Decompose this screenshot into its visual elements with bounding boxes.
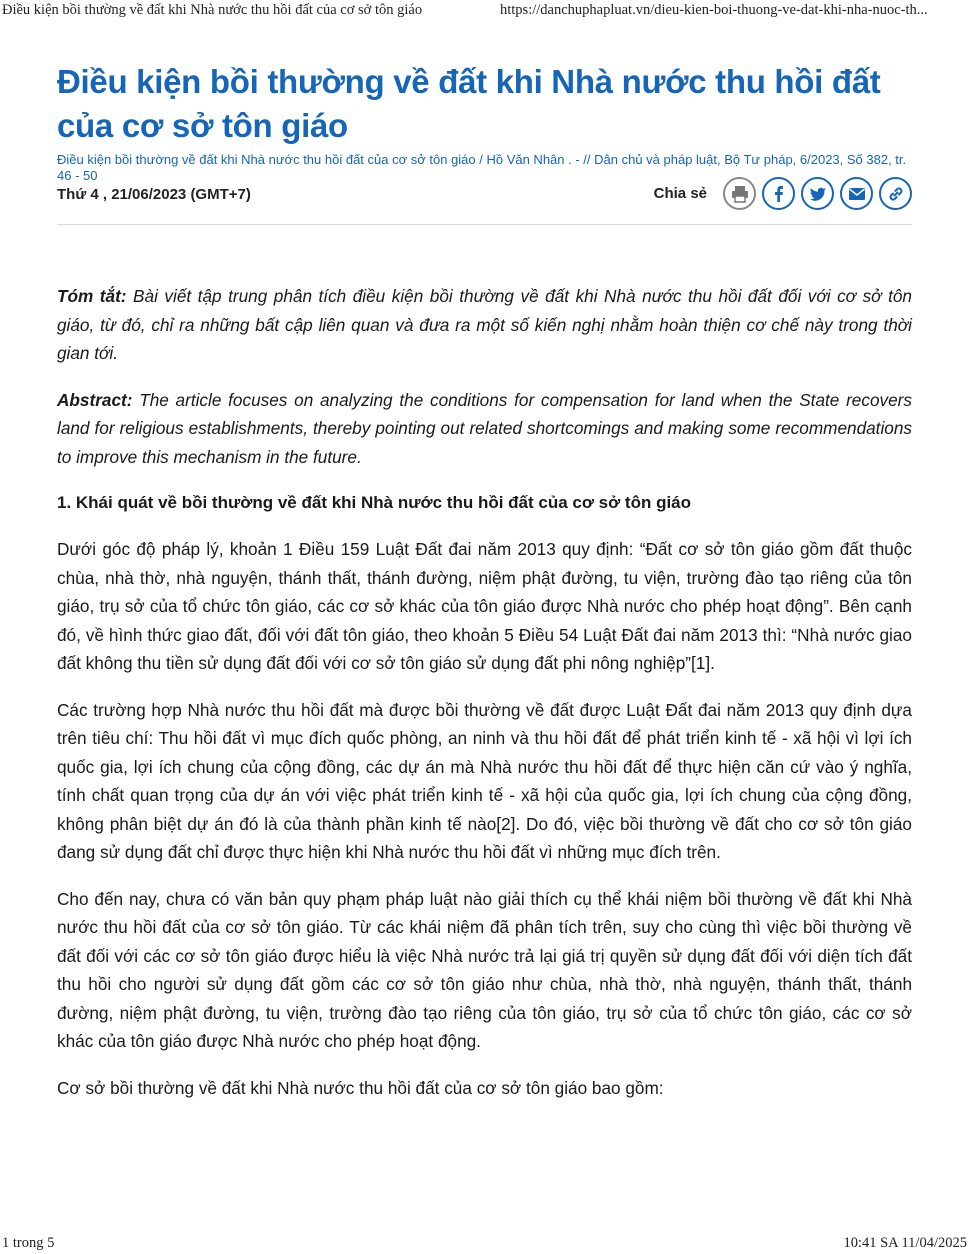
link-icon <box>886 184 906 204</box>
body-paragraph: Dưới góc độ pháp lý, khoản 1 Điều 159 Luật Đất đai năm 2013 quy định: “Đất cơ sở tôn giáo gồm đất thuộc chùa, nhà thờ, nhà nguyện, thánh thất, thánh đường, niệm phật đường, tu viện, trường đào tạo riêng của tôn giáo, trụ sở của tổ chức tôn giáo, các cơ sở khác của tôn giáo được Nhà nước cho phép hoạt động”. Bên cạnh đó, về hình thức giao đất, đối với đất tôn giáo, theo khoản 5 Điều 54 Luật Đất đai năm 2013 thì: “Nhà nước giao đất không thu tiền sử dụng đất đối với cơ sở tôn giáo sử dụng đất phi nông nghiệp”[1]. <box>57 539 912 673</box>
print-timestamp: 10:41 SA 11/04/2025 <box>843 1235 967 1251</box>
abstract-paragraph <box>57 386 912 472</box>
twitter-share-button[interactable] <box>801 177 834 210</box>
print-footer <box>0 1234 969 1254</box>
facebook-share-button[interactable] <box>762 177 795 210</box>
summary-text: Bài viết tập trung phân tích điều kiện bồi thường về đất khi Nhà nước thu hồi đất đối với cơ sở tôn giáo, từ đó, chỉ ra những bất cập liên quan và đưa ra một số kiến nghị nhằm hoàn thiện cơ chế này trong thời gian tới. <box>57 286 912 363</box>
print-header-url: https://danchuphapluat.vn/dieu-kien-boi-thuong-ve-dat-khi-nha-nuoc-th... <box>500 2 928 18</box>
share-label: Chia sẻ <box>653 185 707 202</box>
body-paragraph: Cơ sở bồi thường về đất khi Nhà nước thu hồi đất của cơ sở tôn giáo bao gồm: <box>57 1077 664 1098</box>
abstract-text: The article focuses on analyzing the conditions for compensation for land when the State recovers land for religious establishments, thereby pointing out related shortcomings and making some recommendations to improve this mechanism in the future. <box>57 389 912 467</box>
page-indicator: 1 trong 5 <box>2 1235 55 1251</box>
summary-paragraph <box>57 282 912 368</box>
print-button[interactable] <box>723 177 756 210</box>
publish-date: Thứ 4 , 21/06/2023 (GMT+7) <box>57 186 251 203</box>
twitter-icon <box>808 184 828 204</box>
print-header-title: Điều kiện bồi thường về đất khi Nhà nước thu hồi đất của cơ sở tôn giáo <box>2 2 423 18</box>
print-icon <box>730 184 750 204</box>
email-icon <box>847 184 867 204</box>
article-header <box>57 60 912 225</box>
print-header <box>0 0 969 22</box>
summary-label: Tóm tắt: <box>57 286 127 306</box>
page-title: Điều kiện bồi thường về đất khi Nhà nước thu hồi đất của cơ sở tôn giáo <box>57 63 881 144</box>
body-paragraph: Các trường hợp Nhà nước thu hồi đất mà được bồi thường về đất được Luật Đất đai năm 2013 quy định dựa trên tiêu chí: Thu hồi đất vì mục đích quốc phòng, an ninh và thu hồi đất để phát triển kinh tế - xã hội vì lợi ích quốc gia, lợi ích chung của cộng đồng, các dự án mà Nhà nước thu hồi đất để thực hiện căn cứ vào ý nghĩa, tính chất quan trọng của dự án với việc phát triển kinh tế - xã hội của quốc gia, lợi ích chung của cộng đồng, không phân biệt dự án đó là của thành phần kinh tế nào[2]. Do đó, việc bồi thường về đất cho cơ sở tôn giáo đang sử dụng đất chỉ được thực hiện khi Nhà nước thu hồi đất vì những mục đích trên. <box>57 699 912 862</box>
share-bar <box>654 177 912 210</box>
article-body <box>57 282 912 1120</box>
abstract-label: Abstract: <box>57 389 133 410</box>
meta-row <box>57 184 912 225</box>
copy-link-button[interactable] <box>879 177 912 210</box>
section-heading: 1. Khái quát về bồi thường về đất khi Nhà nước thu hồi đất của cơ sở tôn giáo <box>57 493 692 512</box>
citation-link[interactable]: Điều kiện bồi thường về đất khi Nhà nước thu hồi đất của cơ sở tôn giáo / Hồ Văn Nhân . - // Dân chủ và pháp luật, Bộ Tư pháp, 6/2023, Số 382, tr. 46 - 50 <box>57 152 907 183</box>
body-paragraph: Cho đến nay, chưa có văn bản quy phạm pháp luật nào giải thích cụ thể khái niệm bồi thường về đất khi Nhà nước thu hồi đất của cơ sở tôn giáo. Từ các khái niệm đã phân tích trên, suy cho cùng thì việc bồi thường về đất đối với các cơ sở tôn giáo được hiểu là việc Nhà nước trả lại giá trị quyền sử dụng đất đối với diện tích đất thu hồi cho người sử dụng đất gồm các cơ sở tôn giáo như chùa, nhà thờ, nhà nguyện, thánh thất, thánh đường, niệm phật đường, tu viện, trường đào tạo riêng của tôn giáo, trụ sở của tổ chức tôn giáo, các cơ sở khác của tôn giáo được Nhà nước cho phép hoạt động. <box>57 888 912 1051</box>
email-share-button[interactable] <box>840 177 873 210</box>
facebook-icon <box>769 184 789 204</box>
